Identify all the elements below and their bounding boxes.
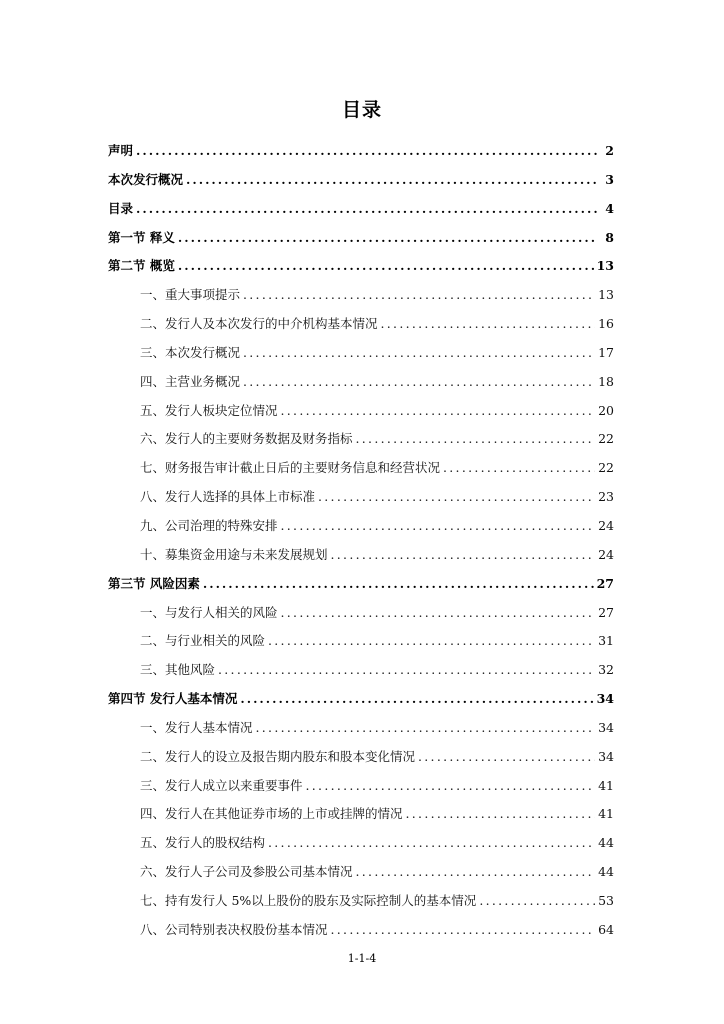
toc-subsection-entry[interactable] [108,656,614,685]
toc-entry-label: 五、发行人板块定位情况 [140,402,278,418]
toc-entry-page-number: 22 [598,431,614,447]
toc-section-entry[interactable] [108,685,614,714]
toc-entry-label: 四、主营业务概况 [140,373,241,389]
toc-dot-leader [418,743,595,772]
toc-dot-leader [240,685,593,714]
toc-subsection-entry[interactable] [108,916,614,945]
toc-dot-leader [318,483,595,512]
toc-dot-leader [281,599,596,628]
toc-dot-leader [136,137,597,166]
toc-subsection-entry[interactable] [108,483,614,512]
toc-entry-page-number: 27 [598,604,614,620]
toc-subsection-entry[interactable] [108,627,614,656]
toc-entry-page-number: 22 [598,460,614,476]
toc-dot-leader [331,916,596,945]
toc-entry-label: 七、财务报告审计截止日后的主要财务信息和经营状况 [140,460,441,476]
toc-subsection-entry[interactable] [108,397,614,426]
toc-entry-page-number: 53 [598,892,614,908]
toc-entry-page-number: 44 [598,864,614,880]
table-of-contents [108,137,614,945]
toc-dot-leader [443,454,595,483]
toc-subsection-entry[interactable] [108,310,614,339]
toc-entry-label: 一、重大事项提示 [140,287,241,303]
toc-subsection-entry[interactable] [108,454,614,483]
toc-entry-page-number: 64 [598,921,614,937]
toc-section-entry[interactable] [108,252,614,281]
toc-dot-leader [268,627,595,656]
toc-entry-label: 三、发行人成立以来重要事件 [140,777,303,793]
toc-section-entry[interactable] [108,224,614,253]
toc-entry-label: 本次发行概况 [108,171,184,187]
toc-entry-label: 九、公司治理的特殊安排 [140,517,278,533]
toc-dot-leader [178,252,594,281]
toc-entry-label: 二、发行人的设立及报告期内股东和股本变化情况 [140,748,416,764]
toc-dot-leader [256,714,596,743]
toc-dot-leader [178,224,597,253]
toc-entry-page-number: 44 [598,835,614,851]
toc-entry-page-number: 2 [605,143,614,158]
toc-entry-label: 二、发行人及本次发行的中介机构基本情况 [140,316,378,332]
toc-entry-label: 第四节 发行人基本情况 [108,691,238,707]
toc-subsection-entry[interactable] [108,772,614,801]
toc-dot-leader [243,339,595,368]
toc-dot-leader [356,858,596,887]
toc-entry-page-number: 27 [596,575,614,591]
page-title: 目录 [341,99,382,121]
toc-subsection-entry[interactable] [108,339,614,368]
toc-entry-page-number: 34 [598,719,614,735]
toc-subsection-entry[interactable] [108,368,614,397]
toc-dot-leader [331,541,596,570]
toc-entry-label: 八、公司特别表决权股份基本情况 [140,921,328,937]
toc-subsection-entry[interactable] [108,541,614,570]
toc-subsection-entry[interactable] [108,512,614,541]
toc-entry-page-number: 24 [598,517,614,533]
toc-dot-leader [406,800,596,829]
toc-entry-page-number: 34 [598,748,614,764]
toc-entry-page-number: 13 [596,258,614,274]
toc-entry-label: 六、发行人子公司及参股公司基本情况 [140,864,353,880]
toc-subsection-entry[interactable] [108,714,614,743]
toc-dot-leader [281,397,596,426]
toc-entry-page-number: 18 [598,373,614,389]
toc-entry-page-number: 13 [598,287,614,303]
toc-entry-page-number: 23 [598,489,614,505]
toc-dot-leader [381,310,596,339]
toc-section-entry[interactable] [108,137,614,166]
toc-entry-label: 一、发行人基本情况 [140,719,253,735]
toc-entry-page-number: 4 [605,200,614,216]
toc-entry-label: 声明 [108,143,134,158]
toc-dot-leader [136,195,597,224]
toc-subsection-entry[interactable] [108,599,614,628]
toc-subsection-entry[interactable] [108,887,614,916]
toc-subsection-entry[interactable] [108,829,614,858]
toc-entry-page-number: 16 [598,316,614,332]
toc-subsection-entry[interactable] [108,743,614,772]
toc-entry-page-number: 8 [605,229,614,245]
toc-entry-label: 一、与发行人相关的风险 [140,604,278,620]
toc-entry-page-number: 24 [598,546,614,562]
toc-entry-label: 七、持有发行人 5%以上股份的股东及实际控制人的基本情况 [140,892,477,908]
toc-entry-label: 三、本次发行概况 [140,344,241,360]
toc-entry-page-number: 32 [598,662,614,678]
toc-subsection-entry[interactable] [108,281,614,310]
toc-subsection-entry[interactable] [108,800,614,829]
toc-dot-leader [356,425,596,454]
toc-entry-page-number: 41 [598,806,614,822]
page-number-footer: 1-1-4 [347,952,377,965]
toc-entry-page-number: 20 [598,402,614,418]
toc-entry-label: 四、发行人在其他证券市场的上市或挂牌的情况 [140,806,403,822]
toc-dot-leader [243,281,595,310]
toc-entry-label: 八、发行人选择的具体上市标准 [140,489,316,505]
toc-entry-page-number: 34 [596,691,614,707]
toc-entry-label: 五、发行人的股权结构 [140,835,266,851]
toc-entry-page-number: 41 [598,777,614,793]
toc-entry-page-number: 31 [598,633,614,649]
toc-subsection-entry[interactable] [108,425,614,454]
toc-entry-label: 三、其他风险 [140,662,216,678]
toc-entry-label: 第三节 风险因素 [108,575,200,591]
toc-entry-label: 第二节 概览 [108,258,175,274]
toc-subsection-entry[interactable] [108,858,614,887]
toc-section-entry[interactable] [108,166,614,195]
toc-entry-label: 十、募集资金用途与未来发展规划 [140,546,328,562]
toc-entry-label: 六、发行人的主要财务数据及财务指标 [140,431,353,447]
toc-section-entry[interactable] [108,195,614,224]
toc-entry-label: 二、与行业相关的风险 [140,633,266,649]
toc-dot-leader [218,656,595,685]
toc-dot-leader [479,887,595,916]
toc-dot-leader [243,368,595,397]
toc-dot-leader [203,570,594,599]
toc-entry-label: 目录 [108,200,134,216]
toc-section-entry[interactable] [108,570,614,599]
toc-dot-leader [186,166,597,195]
toc-dot-leader [281,512,596,541]
toc-dot-leader [306,772,596,801]
toc-entry-page-number: 3 [605,171,614,187]
toc-entry-label: 第一节 释义 [108,229,175,245]
toc-dot-leader [268,829,595,858]
toc-entry-page-number: 17 [598,344,614,360]
